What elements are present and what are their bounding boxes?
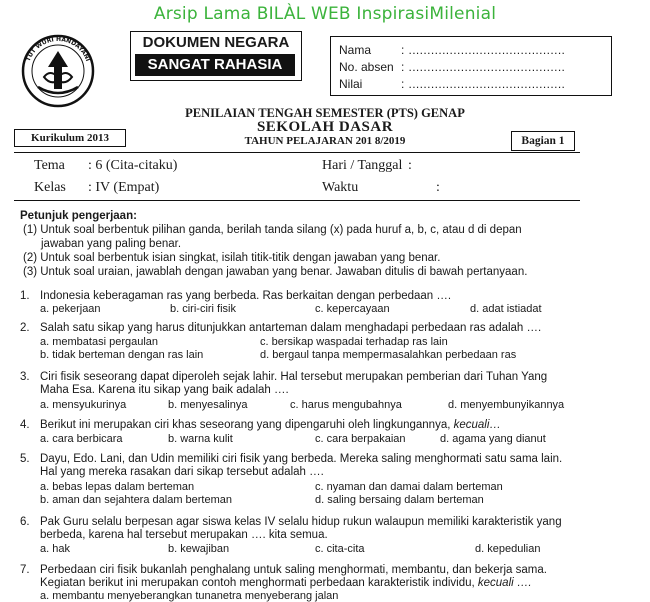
kelas-value: : IV (Empat) bbox=[88, 180, 160, 195]
option-d[interactable]: d. agama yang dianut bbox=[440, 433, 546, 445]
waktu-label: Waktu bbox=[322, 180, 359, 195]
instructions-heading: Petunjuk pengerjaan: bbox=[20, 210, 137, 222]
question-text-main: Berikut ini merupakan ciri khas seseorang yang dipengaruhi oleh lingkungannya, bbox=[40, 419, 454, 431]
question-number: 5. bbox=[20, 453, 30, 465]
nama-field[interactable]: : .......................................... bbox=[401, 43, 566, 57]
option-d[interactable]: d. kepedulian bbox=[475, 543, 541, 555]
hari-label: Hari / Tanggal bbox=[322, 158, 403, 173]
absen-row bbox=[339, 60, 565, 74]
question-text: Salah satu sikap yang harus ditunjukkan antarteman dalam menghadapi perbedaan ras adalah …. bbox=[40, 322, 542, 334]
question-number: 7. bbox=[20, 564, 30, 576]
header-divider bbox=[14, 152, 580, 153]
question-text: Dayu, Edo. Lani, dan Udin memiliki ciri fisik yang berbeda. Mereka saling menghormati satu sama lain. bbox=[40, 453, 563, 465]
question-text-main: Kegiatan berikut ini merupakan contoh menghormati perbedaan karakteristik individu, bbox=[40, 577, 478, 589]
option-d[interactable]: d. saling bersaing dalam berteman bbox=[315, 494, 484, 506]
option-c[interactable]: c. nyaman dan damai dalam berteman bbox=[315, 481, 503, 493]
nama-row bbox=[339, 43, 565, 57]
option-a[interactable]: a. bebas lepas dalam berteman bbox=[40, 481, 195, 493]
curriculum-badge: Kurikulum 2013 bbox=[14, 129, 126, 147]
question-number: 1. bbox=[20, 290, 30, 302]
question-text: Hal yang mereka rasakan dari sikap tersebut adalah …. bbox=[40, 466, 324, 478]
tema-value: : 6 (Cita-citaku) bbox=[88, 158, 178, 173]
option-b[interactable]: b. warna kulit bbox=[168, 433, 233, 445]
nilai-row bbox=[339, 77, 565, 91]
option-a[interactable]: a. membatasi pergaulan bbox=[40, 336, 159, 348]
classification-line-2: SANGAT RAHASIA bbox=[135, 54, 295, 76]
question-text bbox=[40, 577, 532, 589]
question-number: 3. bbox=[20, 371, 30, 383]
option-c[interactable]: c. bersikap waspadai terhadap ras lain bbox=[260, 336, 448, 348]
option-d[interactable]: d. menyembunyikannya bbox=[448, 399, 565, 411]
option-a[interactable]: a. membantu menyeberangkan tunanetra menyeberang jalan bbox=[40, 590, 339, 602]
option-a[interactable]: a. pekerjaan bbox=[40, 303, 101, 315]
nama-label: Nama bbox=[339, 43, 372, 57]
question-number: 2. bbox=[20, 322, 30, 334]
question-number: 4. bbox=[20, 419, 30, 431]
student-identity-box bbox=[330, 36, 612, 96]
option-b[interactable]: b. tidak berteman dengan ras lain bbox=[40, 349, 204, 361]
absen-field[interactable]: : .......................................... bbox=[401, 60, 566, 74]
option-b[interactable]: b. aman dan sejahtera dalam berteman bbox=[40, 494, 233, 506]
option-b[interactable]: b. menyesalinya bbox=[168, 399, 248, 411]
question-text: Maha Esa. Karena itu sikap yang baik adalah …. bbox=[40, 384, 289, 396]
question-text: Ciri fisik seseorang dapat diperoleh sejak lahir. Hal tersebut merupakan pemberian dari Tuhan Yang bbox=[40, 371, 548, 383]
instruction-item: (1) Untuk soal berbentuk pilihan ganda, berilah tanda silang (x) pada huruf a, b, c, atau d di depan bbox=[23, 224, 522, 236]
question-number: 6. bbox=[20, 516, 30, 528]
option-a[interactable]: a. hak bbox=[40, 543, 70, 555]
tut-wuri-handayani-logo bbox=[14, 33, 102, 109]
option-c[interactable]: c. cita-cita bbox=[315, 543, 365, 555]
instruction-item: (3) Untuk soal uraian, jawablah dengan jawaban yang benar. Jawaban ditulis di bawah pertanyaan. bbox=[23, 266, 528, 278]
option-b[interactable]: b. ciri-ciri fisik bbox=[170, 303, 236, 315]
tema-label: Tema bbox=[34, 158, 65, 173]
kelas-label: Kelas bbox=[34, 180, 66, 195]
hari-value: : bbox=[408, 158, 412, 173]
exam-title: PENILAIAN TENGAH SEMESTER (PTS) GENAP bbox=[185, 106, 465, 120]
classification-line-1: DOKUMEN NEGARA bbox=[142, 34, 290, 51]
school-level: SEKOLAH DASAR bbox=[256, 119, 394, 135]
option-b[interactable]: b. kewajiban bbox=[168, 543, 230, 555]
option-c[interactable]: c. kepercayaan bbox=[315, 303, 390, 315]
option-d[interactable]: d. adat istiadat bbox=[470, 303, 542, 315]
instruction-item: (2) Untuk soal berbentuk isian singkat, isilah titik-titik dengan jawaban yang benar. bbox=[23, 252, 441, 264]
academic-year: TAHUN PELAJARAN 201 8/2019 bbox=[244, 135, 406, 147]
question-text: Indonesia keberagaman ras yang berbeda. Ras berkaitan dengan perbedaan …. bbox=[40, 290, 452, 302]
question-text bbox=[40, 419, 501, 431]
option-c[interactable]: c. cara berpakaian bbox=[315, 433, 406, 445]
question-text: Perbedaan ciri fisik bukanlah penghalang untuk saling menghormati, membantu, dan bekerja sama. bbox=[40, 564, 547, 576]
option-c[interactable]: c. harus mengubahnya bbox=[290, 399, 402, 411]
classification-box bbox=[130, 31, 302, 81]
nilai-label: Nilai bbox=[339, 77, 363, 91]
question-text: Pak Guru selalu berpesan agar siswa kelas IV selalu hidup rukun walaupun memiliki karakteristik yang bbox=[40, 516, 562, 528]
absen-label: No. absen bbox=[339, 60, 394, 74]
watermark: Arsip Lama BILÀL WEB InspirasiMilenial bbox=[153, 4, 497, 24]
question-text: berbeda, karena hal tersebut merupakan …. kita semua. bbox=[40, 529, 328, 541]
option-a[interactable]: a. mensyukurinya bbox=[40, 399, 127, 411]
nilai-field[interactable]: : .......................................... bbox=[401, 77, 566, 91]
option-d[interactable]: d. bergaul tanpa mempermasalahkan perbedaan ras bbox=[260, 349, 517, 361]
question-kecuali: kecuali… bbox=[453, 419, 501, 431]
info-divider bbox=[14, 200, 580, 201]
option-a[interactable]: a. cara berbicara bbox=[40, 433, 123, 445]
logo-text: TUT WURI HANDAYANI bbox=[24, 35, 92, 63]
waktu-value: : bbox=[436, 180, 440, 195]
question-kecuali: kecuali …. bbox=[477, 577, 532, 589]
instruction-item: jawaban yang paling benar. bbox=[41, 238, 182, 250]
section-badge: Bagian 1 bbox=[511, 131, 575, 151]
